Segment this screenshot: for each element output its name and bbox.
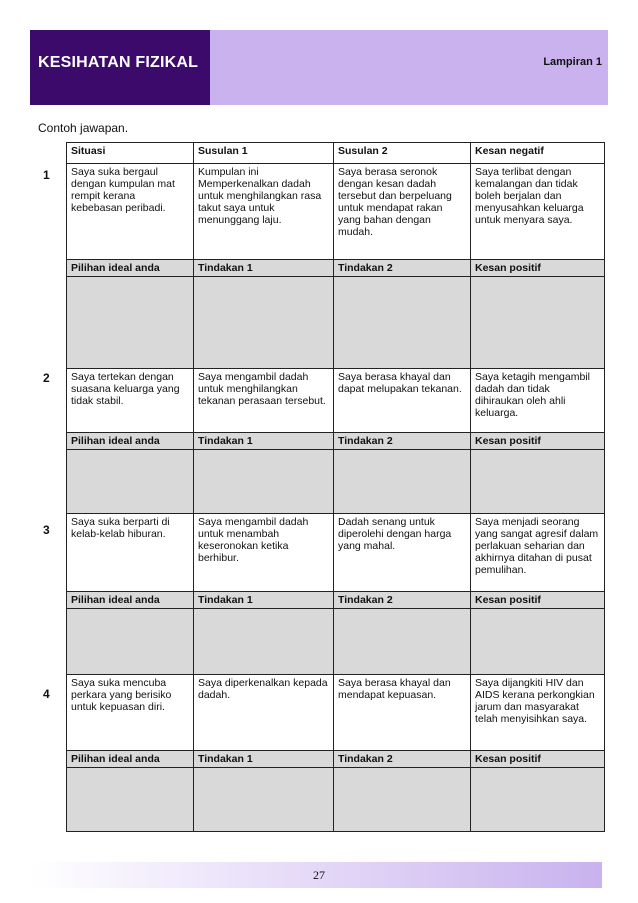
- table-cell: Saya diperkenalkan kepada dadah.: [194, 675, 334, 751]
- table-cell: Saya suka mencuba perkara yang berisiko untuk kepuasan diri.: [67, 675, 194, 751]
- table-cell: Saya berasa khayal dan mendapat kepuasan.: [334, 675, 471, 751]
- table-cell: Saya suka bergaul dengan kumpulan mat rempit kerana kebebasan peribadi.: [67, 164, 194, 260]
- table-cell: Saya ketagih mengambil dadah dan tidak dihiraukan oleh ahli keluarga.: [471, 369, 605, 433]
- table-cell: Saya berasa seronok dengan kesan dadah tersebut dan berpeluang untuk mendapat rakan yang bahan dengan mudah.: [334, 164, 471, 260]
- sub-column-header: Pilihan ideal anda: [67, 751, 194, 768]
- page-number: 27: [313, 868, 325, 882]
- sub-column-header: Kesan positif: [471, 751, 605, 768]
- sub-column-header: Pilihan ideal anda: [67, 592, 194, 609]
- sub-column-header: Tindakan 2: [334, 433, 471, 450]
- column-header: Situasi: [67, 143, 194, 164]
- row-number: 2: [43, 371, 50, 385]
- table-cell: Saya mengambil dadah untuk menghilangkan tekanan perasaan tersebut.: [194, 369, 334, 433]
- table-row: [67, 164, 605, 260]
- sub-column-header: Kesan positif: [471, 433, 605, 450]
- answer-blank-row: [67, 450, 605, 514]
- table-cell: Saya dijangkiti HIV dan AIDS kerana perkongkian jarum dan masyarakat telah menyisihkan saya.: [471, 675, 605, 751]
- sub-column-header: Pilihan ideal anda: [67, 433, 194, 450]
- intro-text: Contoh jawapan.: [38, 121, 129, 135]
- answer-blank-row: [67, 768, 605, 832]
- answer-table: [66, 142, 605, 832]
- sub-column-header: Tindakan 1: [194, 433, 334, 450]
- appendix-label: Lampiran 1: [543, 56, 602, 68]
- table-cell: Kumpulan ini Memperkenalkan dadah untuk menghilangkan rasa takut saya untuk menunggang laju.: [194, 164, 334, 260]
- sub-column-header: Kesan positif: [471, 592, 605, 609]
- row-number: 1: [43, 168, 50, 182]
- sub-column-header: Tindakan 2: [334, 592, 471, 609]
- table-cell: Saya suka berparti di kelab-kelab hiburan.: [67, 514, 194, 592]
- sub-column-header: Tindakan 1: [194, 751, 334, 768]
- sub-header-row: [67, 260, 605, 277]
- table-cell: Dadah senang untuk diperolehi dengan harga yang mahal.: [334, 514, 471, 592]
- table-row: [67, 675, 605, 751]
- sub-column-header: Tindakan 2: [334, 751, 471, 768]
- page-title: KESIHATAN FIZIKAL: [38, 54, 199, 71]
- sub-column-header: Tindakan 1: [194, 260, 334, 277]
- column-header: Susulan 1: [194, 143, 334, 164]
- table-row: [67, 514, 605, 592]
- sub-column-header: Pilihan ideal anda: [67, 260, 194, 277]
- table-cell: Saya menjadi seorang yang sangat agresif dalam perlakuan seharian dan akhirnya ditahan di pusat pemulihan.: [471, 514, 605, 592]
- table-cell: Saya mengambil dadah untuk menambah keseronokan ketika berhibur.: [194, 514, 334, 592]
- table-cell: Saya berasa khayal dan dapat melupakan tekanan.: [334, 369, 471, 433]
- sub-column-header: Kesan positif: [471, 260, 605, 277]
- sub-header-row: [67, 592, 605, 609]
- table-cell: Saya tertekan dengan suasana keluarga yang tidak stabil.: [67, 369, 194, 433]
- row-number: 3: [43, 523, 50, 537]
- column-header: Kesan negatif: [471, 143, 605, 164]
- row-number: 4: [43, 687, 50, 701]
- sub-column-header: Tindakan 2: [334, 260, 471, 277]
- sub-column-header: Tindakan 1: [194, 592, 334, 609]
- table-header-row: [67, 143, 605, 164]
- answer-blank-row: [67, 609, 605, 675]
- column-header: Susulan 2: [334, 143, 471, 164]
- answer-blank-row: [67, 277, 605, 369]
- table-cell: Saya terlibat dengan kemalangan dan tidak boleh berjalan dan menyusahkan keluarga untuk menyara saya.: [471, 164, 605, 260]
- sub-header-row: [67, 751, 605, 768]
- table-row: [67, 369, 605, 433]
- sub-header-row: [67, 433, 605, 450]
